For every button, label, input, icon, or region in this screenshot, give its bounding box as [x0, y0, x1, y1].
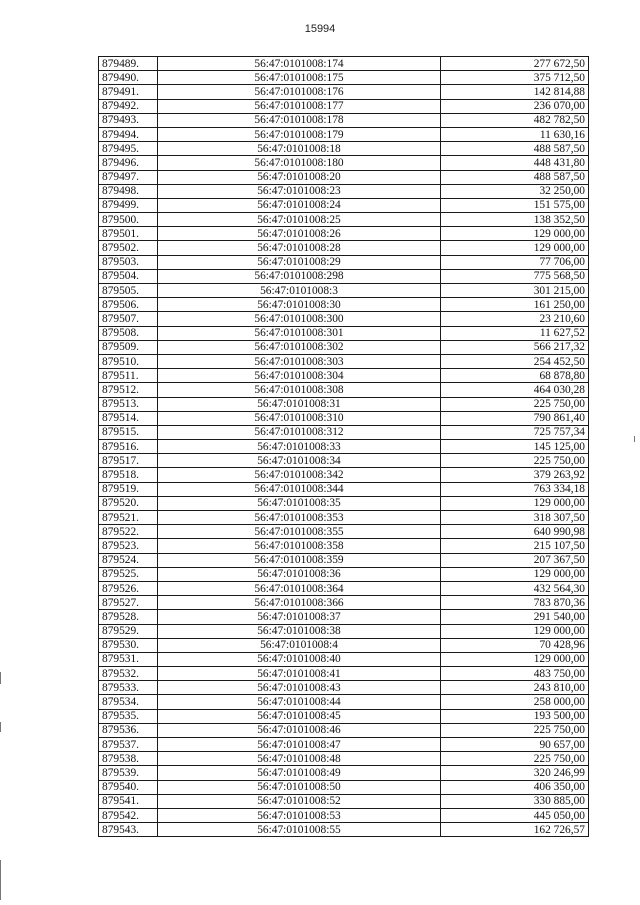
table-row	[99, 539, 589, 553]
cadastral-value-cell: 138 352,50	[441, 213, 589, 227]
cadastral-value-cell: 161 250,00	[441, 298, 589, 312]
cadastral-value-cell: 258 000,00	[441, 695, 589, 709]
row-number-cell: 879494.	[99, 127, 158, 141]
row-number-cell: 879526.	[99, 581, 158, 595]
register-table	[98, 56, 589, 837]
table-row	[99, 255, 589, 269]
cadastral-value-cell: 406 350,00	[441, 780, 589, 794]
register-table-body	[99, 57, 589, 837]
table-row	[99, 383, 589, 397]
row-number-cell: 879524.	[99, 553, 158, 567]
table-row	[99, 269, 589, 283]
table-row	[99, 284, 589, 298]
cadastral-number-cell: 56:47:0101008:50	[158, 780, 441, 794]
row-number-cell: 879530.	[99, 638, 158, 652]
row-number-cell: 879536.	[99, 723, 158, 737]
table-row	[99, 454, 589, 468]
row-number-cell: 879539.	[99, 766, 158, 780]
cadastral-number-cell: 56:47:0101008:366	[158, 596, 441, 610]
cadastral-value-cell: 129 000,00	[441, 567, 589, 581]
row-number-cell: 879533.	[99, 681, 158, 695]
cadastral-number-cell: 56:47:0101008:174	[158, 57, 441, 71]
table-row	[99, 511, 589, 525]
cadastral-value-cell: 320 246,99	[441, 766, 589, 780]
row-number-cell: 879531.	[99, 652, 158, 666]
cadastral-number-cell: 56:47:0101008:301	[158, 326, 441, 340]
cadastral-value-cell: 432 564,30	[441, 581, 589, 595]
cadastral-number-cell: 56:47:0101008:30	[158, 298, 441, 312]
table-row	[99, 411, 589, 425]
row-number-cell: 879492.	[99, 99, 158, 113]
table-row	[99, 638, 589, 652]
row-number-cell: 879522.	[99, 525, 158, 539]
scan-mark	[0, 672, 1, 684]
cadastral-value-cell: 483 750,00	[441, 667, 589, 681]
cadastral-value-cell: 318 307,50	[441, 511, 589, 525]
row-number-cell: 879512.	[99, 383, 158, 397]
cadastral-number-cell: 56:47:0101008:24	[158, 198, 441, 212]
table-row	[99, 496, 589, 510]
row-number-cell: 879504.	[99, 269, 158, 283]
cadastral-number-cell: 56:47:0101008:28	[158, 241, 441, 255]
cadastral-value-cell: 291 540,00	[441, 610, 589, 624]
cadastral-number-cell: 56:47:0101008:35	[158, 496, 441, 510]
cadastral-value-cell: 301 215,00	[441, 284, 589, 298]
row-number-cell: 879498.	[99, 184, 158, 198]
table-row	[99, 227, 589, 241]
row-number-cell: 879520.	[99, 496, 158, 510]
table-row	[99, 468, 589, 482]
table-row	[99, 723, 589, 737]
row-number-cell: 879501.	[99, 227, 158, 241]
cadastral-number-cell: 56:47:0101008:20	[158, 170, 441, 184]
table-row	[99, 652, 589, 666]
row-number-cell: 879538.	[99, 752, 158, 766]
table-row	[99, 85, 589, 99]
row-number-cell: 879514.	[99, 411, 158, 425]
table-row	[99, 610, 589, 624]
cadastral-value-cell: 32 250,00	[441, 184, 589, 198]
table-row	[99, 241, 589, 255]
cadastral-value-cell: 482 782,50	[441, 113, 589, 127]
cadastral-number-cell: 56:47:0101008:312	[158, 425, 441, 439]
row-number-cell: 879506.	[99, 298, 158, 312]
table-row	[99, 127, 589, 141]
row-number-cell: 879505.	[99, 284, 158, 298]
cadastral-value-cell: 566 217,32	[441, 340, 589, 354]
cadastral-number-cell: 56:47:0101008:355	[158, 525, 441, 539]
cadastral-value-cell: 68 878,80	[441, 369, 589, 383]
cadastral-number-cell: 56:47:0101008:176	[158, 85, 441, 99]
table-row	[99, 156, 589, 170]
row-number-cell: 879500.	[99, 213, 158, 227]
cadastral-number-cell: 56:47:0101008:304	[158, 369, 441, 383]
table-row	[99, 596, 589, 610]
cadastral-value-cell: 488 587,50	[441, 142, 589, 156]
cadastral-value-cell: 207 367,50	[441, 553, 589, 567]
row-number-cell: 879508.	[99, 326, 158, 340]
row-number-cell: 879493.	[99, 113, 158, 127]
scan-mark	[634, 436, 635, 442]
row-number-cell: 879513.	[99, 397, 158, 411]
cadastral-value-cell: 640 990,98	[441, 525, 589, 539]
row-number-cell: 879540.	[99, 780, 158, 794]
table-row	[99, 581, 589, 595]
table-row	[99, 553, 589, 567]
cadastral-value-cell: 151 575,00	[441, 198, 589, 212]
table-row	[99, 369, 589, 383]
table-row	[99, 198, 589, 212]
table-row	[99, 709, 589, 723]
cadastral-number-cell: 56:47:0101008:34	[158, 454, 441, 468]
table-row	[99, 397, 589, 411]
table-row	[99, 57, 589, 71]
cadastral-value-cell: 330 885,00	[441, 794, 589, 808]
row-number-cell: 879521.	[99, 511, 158, 525]
cadastral-number-cell: 56:47:0101008:36	[158, 567, 441, 581]
cadastral-value-cell: 225 750,00	[441, 723, 589, 737]
cadastral-number-cell: 56:47:0101008:310	[158, 411, 441, 425]
cadastral-number-cell: 56:47:0101008:55	[158, 823, 441, 837]
cadastral-value-cell: 225 750,00	[441, 752, 589, 766]
cadastral-number-cell: 56:47:0101008:38	[158, 624, 441, 638]
table-row	[99, 440, 589, 454]
row-number-cell: 879535.	[99, 709, 158, 723]
scan-mark	[0, 860, 1, 900]
row-number-cell: 879528.	[99, 610, 158, 624]
cadastral-number-cell: 56:47:0101008:23	[158, 184, 441, 198]
cadastral-value-cell: 277 672,50	[441, 57, 589, 71]
cadastral-value-cell: 215 107,50	[441, 539, 589, 553]
cadastral-number-cell: 56:47:0101008:26	[158, 227, 441, 241]
cadastral-number-cell: 56:47:0101008:344	[158, 482, 441, 496]
table-row	[99, 752, 589, 766]
row-number-cell: 879490.	[99, 71, 158, 85]
cadastral-number-cell: 56:47:0101008:44	[158, 695, 441, 709]
cadastral-value-cell: 129 000,00	[441, 652, 589, 666]
cadastral-value-cell: 129 000,00	[441, 241, 589, 255]
table-row	[99, 354, 589, 368]
row-number-cell: 879542.	[99, 808, 158, 822]
cadastral-number-cell: 56:47:0101008:300	[158, 312, 441, 326]
cadastral-value-cell: 193 500,00	[441, 709, 589, 723]
cadastral-value-cell: 236 070,00	[441, 99, 589, 113]
cadastral-number-cell: 56:47:0101008:29	[158, 255, 441, 269]
cadastral-value-cell: 375 712,50	[441, 71, 589, 85]
cadastral-number-cell: 56:47:0101008:353	[158, 511, 441, 525]
table-row	[99, 213, 589, 227]
table-row	[99, 425, 589, 439]
cadastral-number-cell: 56:47:0101008:358	[158, 539, 441, 553]
row-number-cell: 879527.	[99, 596, 158, 610]
row-number-cell: 879497.	[99, 170, 158, 184]
table-row	[99, 823, 589, 837]
cadastral-value-cell: 145 125,00	[441, 440, 589, 454]
cadastral-number-cell: 56:47:0101008:302	[158, 340, 441, 354]
row-number-cell: 879541.	[99, 794, 158, 808]
cadastral-number-cell: 56:47:0101008:46	[158, 723, 441, 737]
row-number-cell: 879523.	[99, 539, 158, 553]
cadastral-value-cell: 379 263,92	[441, 468, 589, 482]
table-row	[99, 340, 589, 354]
table-row	[99, 681, 589, 695]
table-row	[99, 624, 589, 638]
cadastral-value-cell: 23 210,60	[441, 312, 589, 326]
cadastral-value-cell: 225 750,00	[441, 397, 589, 411]
page-number: 15994	[304, 23, 336, 35]
table-row	[99, 326, 589, 340]
cadastral-number-cell: 56:47:0101008:178	[158, 113, 441, 127]
table-row	[99, 738, 589, 752]
table-row	[99, 780, 589, 794]
cadastral-value-cell: 445 050,00	[441, 808, 589, 822]
cadastral-number-cell: 56:47:0101008:3	[158, 284, 441, 298]
cadastral-number-cell: 56:47:0101008:342	[158, 468, 441, 482]
cadastral-value-cell: 129 000,00	[441, 624, 589, 638]
cadastral-value-cell: 448 431,80	[441, 156, 589, 170]
row-number-cell: 879489.	[99, 57, 158, 71]
cadastral-value-cell: 790 861,40	[441, 411, 589, 425]
scan-mark	[0, 722, 1, 732]
cadastral-value-cell: 129 000,00	[441, 227, 589, 241]
cadastral-value-cell: 254 452,50	[441, 354, 589, 368]
row-number-cell: 879495.	[99, 142, 158, 156]
cadastral-number-cell: 56:47:0101008:25	[158, 213, 441, 227]
cadastral-value-cell: 763 334,18	[441, 482, 589, 496]
cadastral-value-cell: 783 870,36	[441, 596, 589, 610]
cadastral-value-cell: 90 657,00	[441, 738, 589, 752]
cadastral-value-cell: 11 627,52	[441, 326, 589, 340]
cadastral-number-cell: 56:47:0101008:37	[158, 610, 441, 624]
table-row	[99, 170, 589, 184]
row-number-cell: 879532.	[99, 667, 158, 681]
table-row	[99, 482, 589, 496]
cadastral-number-cell: 56:47:0101008:303	[158, 354, 441, 368]
cadastral-value-cell: 70 428,96	[441, 638, 589, 652]
cadastral-number-cell: 56:47:0101008:298	[158, 269, 441, 283]
table-row	[99, 113, 589, 127]
row-number-cell: 879534.	[99, 695, 158, 709]
cadastral-number-cell: 56:47:0101008:49	[158, 766, 441, 780]
cadastral-number-cell: 56:47:0101008:180	[158, 156, 441, 170]
cadastral-number-cell: 56:47:0101008:41	[158, 667, 441, 681]
table-row	[99, 298, 589, 312]
row-number-cell: 879537.	[99, 738, 158, 752]
table-row	[99, 667, 589, 681]
cadastral-value-cell: 11 630,16	[441, 127, 589, 141]
cadastral-value-cell: 162 726,57	[441, 823, 589, 837]
cadastral-number-cell: 56:47:0101008:179	[158, 127, 441, 141]
cadastral-number-cell: 56:47:0101008:18	[158, 142, 441, 156]
row-number-cell: 879511.	[99, 369, 158, 383]
table-row	[99, 567, 589, 581]
cadastral-number-cell: 56:47:0101008:177	[158, 99, 441, 113]
row-number-cell: 879515.	[99, 425, 158, 439]
row-number-cell: 879502.	[99, 241, 158, 255]
row-number-cell: 879517.	[99, 454, 158, 468]
cadastral-number-cell: 56:47:0101008:40	[158, 652, 441, 666]
cadastral-value-cell: 77 706,00	[441, 255, 589, 269]
table-row	[99, 71, 589, 85]
row-number-cell: 879518.	[99, 468, 158, 482]
cadastral-value-cell: 225 750,00	[441, 454, 589, 468]
table-row	[99, 99, 589, 113]
cadastral-value-cell: 488 587,50	[441, 170, 589, 184]
table-row	[99, 142, 589, 156]
row-number-cell: 879509.	[99, 340, 158, 354]
table-row	[99, 695, 589, 709]
cadastral-number-cell: 56:47:0101008:47	[158, 738, 441, 752]
row-number-cell: 879525.	[99, 567, 158, 581]
cadastral-number-cell: 56:47:0101008:359	[158, 553, 441, 567]
row-number-cell: 879519.	[99, 482, 158, 496]
cadastral-value-cell: 725 757,34	[441, 425, 589, 439]
cadastral-number-cell: 56:47:0101008:52	[158, 794, 441, 808]
row-number-cell: 879499.	[99, 198, 158, 212]
cadastral-number-cell: 56:47:0101008:4	[158, 638, 441, 652]
table-row	[99, 525, 589, 539]
table-row	[99, 184, 589, 198]
cadastral-number-cell: 56:47:0101008:53	[158, 808, 441, 822]
cadastral-value-cell: 775 568,50	[441, 269, 589, 283]
row-number-cell: 879516.	[99, 440, 158, 454]
cadastral-number-cell: 56:47:0101008:33	[158, 440, 441, 454]
cadastral-number-cell: 56:47:0101008:48	[158, 752, 441, 766]
table-row	[99, 794, 589, 808]
table-row	[99, 312, 589, 326]
cadastral-value-cell: 142 814,88	[441, 85, 589, 99]
cadastral-number-cell: 56:47:0101008:45	[158, 709, 441, 723]
cadastral-number-cell: 56:47:0101008:308	[158, 383, 441, 397]
row-number-cell: 879503.	[99, 255, 158, 269]
row-number-cell: 879491.	[99, 85, 158, 99]
row-number-cell: 879529.	[99, 624, 158, 638]
cadastral-number-cell: 56:47:0101008:364	[158, 581, 441, 595]
row-number-cell: 879510.	[99, 354, 158, 368]
cadastral-value-cell: 243 810,00	[441, 681, 589, 695]
cadastral-number-cell: 56:47:0101008:175	[158, 71, 441, 85]
table-row	[99, 766, 589, 780]
row-number-cell: 879496.	[99, 156, 158, 170]
cadastral-value-cell: 129 000,00	[441, 496, 589, 510]
cadastral-value-cell: 464 030,28	[441, 383, 589, 397]
cadastral-number-cell: 56:47:0101008:31	[158, 397, 441, 411]
table-row	[99, 808, 589, 822]
row-number-cell: 879507.	[99, 312, 158, 326]
row-number-cell: 879543.	[99, 823, 158, 837]
cadastral-number-cell: 56:47:0101008:43	[158, 681, 441, 695]
